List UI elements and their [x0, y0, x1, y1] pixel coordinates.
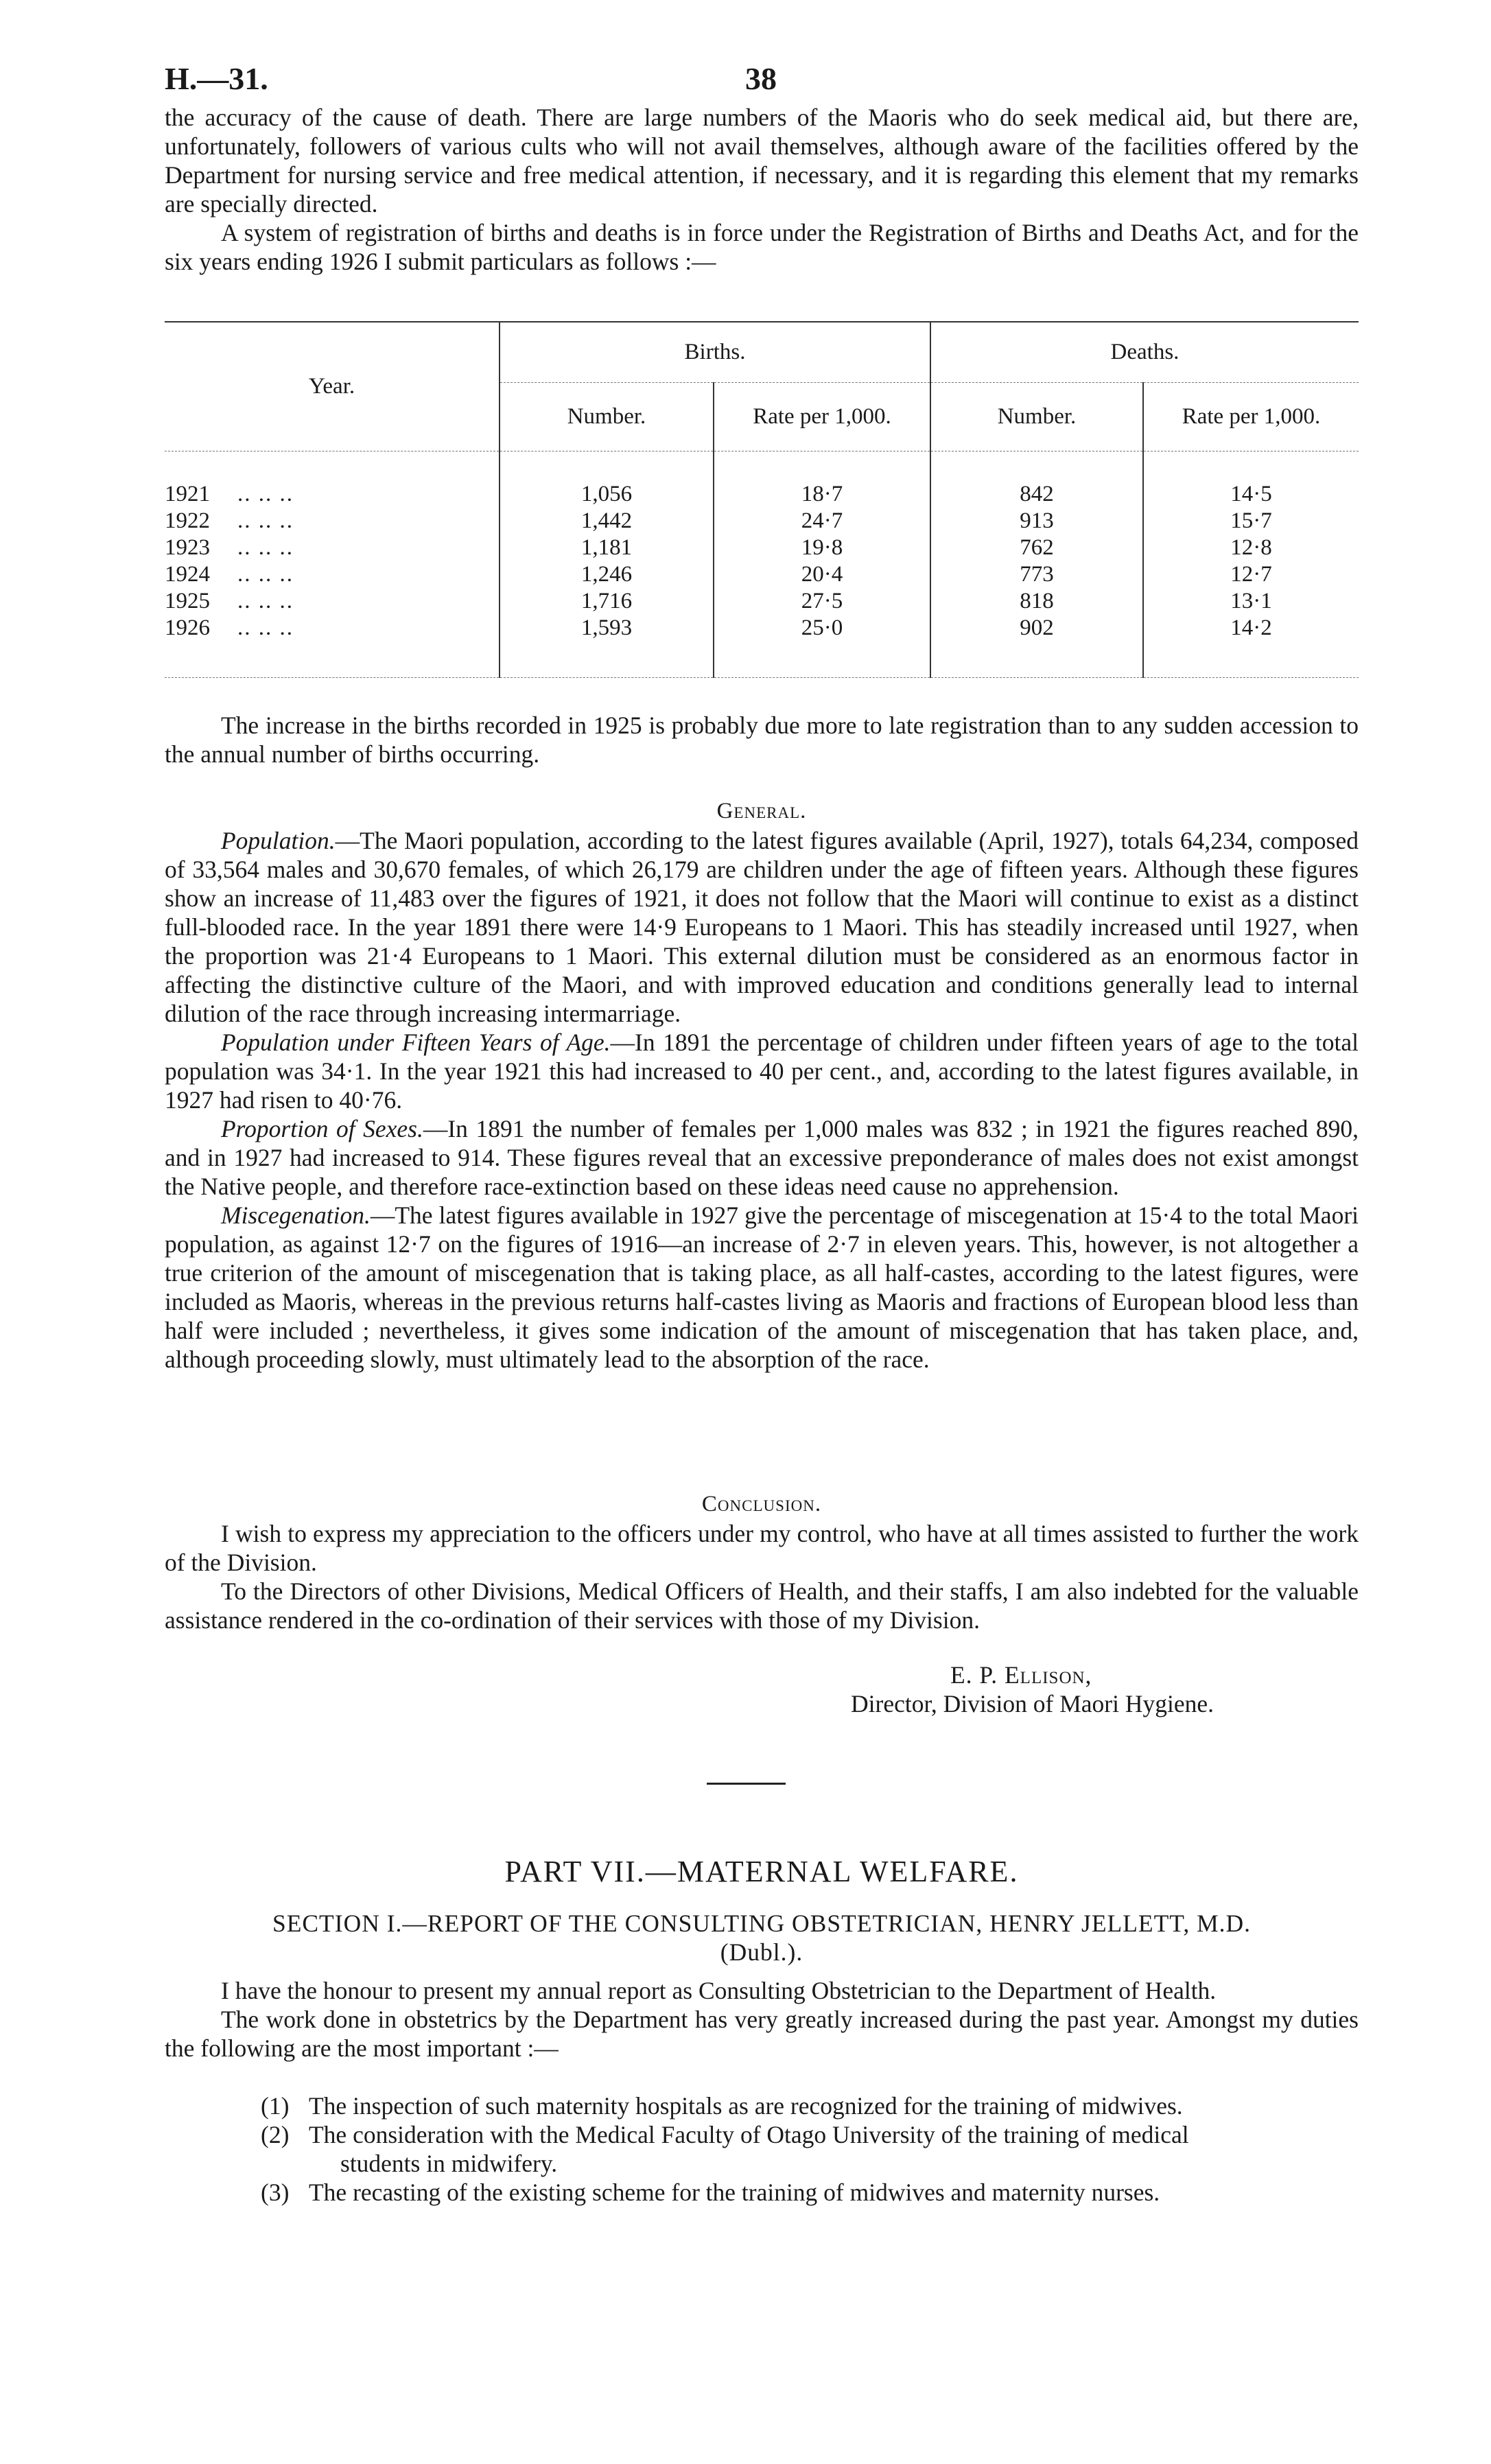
deaths-rate-cell: 14·5 — [1143, 481, 1359, 508]
intro-text — [165, 103, 1359, 276]
section-title-line: SECTION I.—REPORT OF THE CONSULTING OBSTETRICIAN, HENRY JELLETT, M.D. — [272, 1910, 1252, 1937]
list-item — [261, 2091, 1359, 2120]
paragraph-body: —In 1891 the number of females per 1,000 males was 832 ; in 1921 the figures reached 890, and in 1927 had increased to 914. These figures reveal that an excessive preponderance of males does not exist amongst the Native people, and therefore race-extinction based on these ideas need cause no apprehension. — [165, 1115, 1359, 1200]
births-rate-cell: 25·0 — [714, 615, 930, 642]
births-number-cell: 1,593 — [500, 615, 714, 642]
deaths-rate-cell: 15·7 — [1143, 508, 1359, 535]
deaths-number-header: Number. — [930, 382, 1143, 451]
document-reference: H.—31. — [165, 61, 268, 96]
conclusion-heading: Conclusion. — [701, 1492, 822, 1516]
row-leader: .. .. .. — [237, 589, 294, 613]
general-paragraph — [165, 1114, 1359, 1201]
part-title: PART VII.—MATERNAL WELFARE. — [504, 1855, 1019, 1888]
section-title — [165, 1909, 1359, 1967]
row-year: 1921 — [165, 482, 210, 506]
table-row — [165, 508, 1359, 535]
table-row — [165, 481, 1359, 508]
paragraph-body: —The latest figures available in 1927 give the percentage of miscegenation at 15·4 to the total Maori population, as against 12·7 on the figures of 1916—an increase of 2·7 in eleven years. This, however, is not altogether a true criterion of the amount of miscegenation that is taking place, as all half-castes, according to the latest figures, were included as Maoris, whereas in the previous returns half-castes living as Maoris and fractions of European blood less than half were included ; nevertheless, it gives some indication of the amount of miscegenation that has taken place, and, although proceeding slowly, must ultimately lead to the absorption of the race. — [165, 1201, 1359, 1373]
row-leader: .. .. .. — [237, 615, 294, 640]
conclusion-section — [165, 1519, 1359, 1634]
deaths-rate-cell: 13·1 — [1143, 588, 1359, 615]
after-table-paragraph: The increase in the births recorded in 1925 is probably due more to late registration than to any sudden accession to the annual number of births occurring. — [165, 712, 1359, 768]
deaths-rate-cell: 14·2 — [1143, 615, 1359, 642]
deaths-number-cell: 762 — [930, 535, 1143, 561]
deaths-number-cell: 902 — [930, 615, 1143, 642]
row-leader: .. .. .. — [237, 562, 294, 587]
intro-paragraph: A system of registration of births and deaths is in force under the Registration of Births and Deaths Act, and for the six years ending 1926 I submit particulars as follows :— — [165, 219, 1359, 275]
row-year: 1926 — [165, 615, 210, 640]
row-leader: .. .. .. — [237, 508, 294, 533]
general-paragraph — [165, 1201, 1359, 1374]
row-leader: .. .. .. — [237, 535, 294, 560]
list-number: (3) — [261, 2179, 290, 2206]
births-deaths-table — [165, 321, 1359, 678]
row-leader: .. .. .. — [237, 482, 294, 506]
births-header: Births. — [500, 322, 930, 382]
deaths-number-cell: 773 — [930, 561, 1143, 588]
signature-name: E. P. Ellison, — [950, 1661, 1092, 1689]
general-paragraph — [165, 826, 1359, 1028]
deaths-rate-cell: 12·7 — [1143, 561, 1359, 588]
deaths-rate-header: Rate per 1,000. — [1143, 382, 1359, 451]
signature-title: Director, Division of Maori Hygiene. — [851, 1690, 1214, 1717]
table-row — [165, 535, 1359, 561]
paragraph-lead: Proportion of Sexes. — [221, 1115, 423, 1142]
year-header: Year. — [165, 322, 500, 451]
page-number: 38 — [745, 61, 777, 96]
deaths-number-cell: 913 — [930, 508, 1143, 535]
births-number-cell: 1,442 — [500, 508, 714, 535]
list-text: The inspection of such maternity hospitals as are recognized for the training of midwives. — [309, 2092, 1183, 2120]
births-number-cell: 1,246 — [500, 561, 714, 588]
deaths-rate-cell: 12·8 — [1143, 535, 1359, 561]
duties-list — [261, 2091, 1359, 2207]
table-row — [165, 561, 1359, 588]
list-number: (1) — [261, 2092, 290, 2120]
row-year: 1924 — [165, 562, 210, 587]
list-number: (2) — [261, 2121, 290, 2148]
births-rate-cell: 20·4 — [714, 561, 930, 588]
general-section — [165, 826, 1359, 1374]
section-title-line: (Dubl.). — [720, 1938, 803, 1966]
table-row — [165, 588, 1359, 615]
deaths-number-cell: 818 — [930, 588, 1143, 615]
list-item — [261, 2178, 1359, 2207]
deaths-number-cell: 842 — [930, 481, 1143, 508]
conclusion-paragraph: I wish to express my appreciation to the officers under my control, who have at all times assisted to further the work of the Division. — [165, 1520, 1359, 1576]
section-divider — [707, 1783, 786, 1785]
births-rate-cell: 24·7 — [714, 508, 930, 535]
births-number-cell: 1,056 — [500, 481, 714, 508]
report-paragraph: I have the honour to present my annual report as Consulting Obstetrician to the Department of Health. — [221, 1977, 1217, 2004]
general-paragraph — [165, 1028, 1359, 1114]
births-number-cell: 1,181 — [500, 535, 714, 561]
intro-paragraph: the accuracy of the cause of death. There are large numbers of the Maoris who do seek medical aid, but there are, unfortunately, followers of various cults who will not avail themselves, although aware of the facilities offered by the Department for nursing service and free medical attention, if necessary, and it is regarding this element that my remarks are specially directed. — [165, 104, 1359, 218]
births-rate-header: Rate per 1,000. — [714, 382, 930, 451]
list-text: The consideration with the Medical Faculty of Otago University of the training of medical — [309, 2121, 1189, 2148]
row-year: 1922 — [165, 508, 210, 533]
table-row — [165, 615, 1359, 642]
report-paragraph: The work done in obstetrics by the Department has very greatly increased during the past year. Amongst my duties the following are the most important :— — [165, 2006, 1359, 2062]
paragraph-lead: Population under Fifteen Years of Age. — [221, 1029, 611, 1056]
births-number-header: Number. — [500, 382, 714, 451]
row-year: 1923 — [165, 535, 210, 560]
deaths-header: Deaths. — [930, 322, 1359, 382]
births-rate-cell: 18·7 — [714, 481, 930, 508]
paragraph-body: —The Maori population, according to the latest figures available (April, 1927), totals 64,234, composed of 33,564 males and 30,670 females, of which 26,179 are children under the age of fifteen years. Although these figures show an increase of 11,483 over the figures of 1921, it does not follow that the Maori will continue to exist as a distinct full-blooded race. In the year 1891 there were 14·9 Europeans to 1 Maori. This has steadily increased until 1927, when the proportion was 21·4 Europeans to 1 Maori. This external dilution must be considered as an enormous factor in affecting the distinctive culture of the Maori, and with improved education and conditions generally lead to internal dilution of the race through increasing intermarriage. — [165, 827, 1359, 1027]
maternal-welfare-text — [165, 1976, 1359, 2063]
births-number-cell: 1,716 — [500, 588, 714, 615]
conclusion-paragraph: To the Directors of other Divisions, Medical Officers of Health, and their staffs, I am also indebted for the valuable assistance rendered in the co-ordination of their services with those of my Division. — [165, 1577, 1359, 1634]
list-item — [261, 2120, 1359, 2149]
paragraph-lead: Miscegenation. — [221, 1201, 371, 1229]
row-year: 1925 — [165, 589, 210, 613]
list-text-continued: students in midwifery. — [340, 2150, 558, 2177]
general-heading: General. — [716, 799, 807, 823]
paragraph-body: —In 1891 the percentage of children under fifteen years of age to the total population was 34·1. In the year 1921 this had increased to 40 per cent., and, according to the latest figures available, in 1927 had risen to 40·76. — [165, 1029, 1359, 1114]
paragraph-lead: Population. — [221, 827, 336, 854]
list-text: The recasting of the existing scheme for the training of midwives and maternity nurses. — [309, 2179, 1160, 2206]
births-rate-cell: 27·5 — [714, 588, 930, 615]
births-rate-cell: 19·8 — [714, 535, 930, 561]
